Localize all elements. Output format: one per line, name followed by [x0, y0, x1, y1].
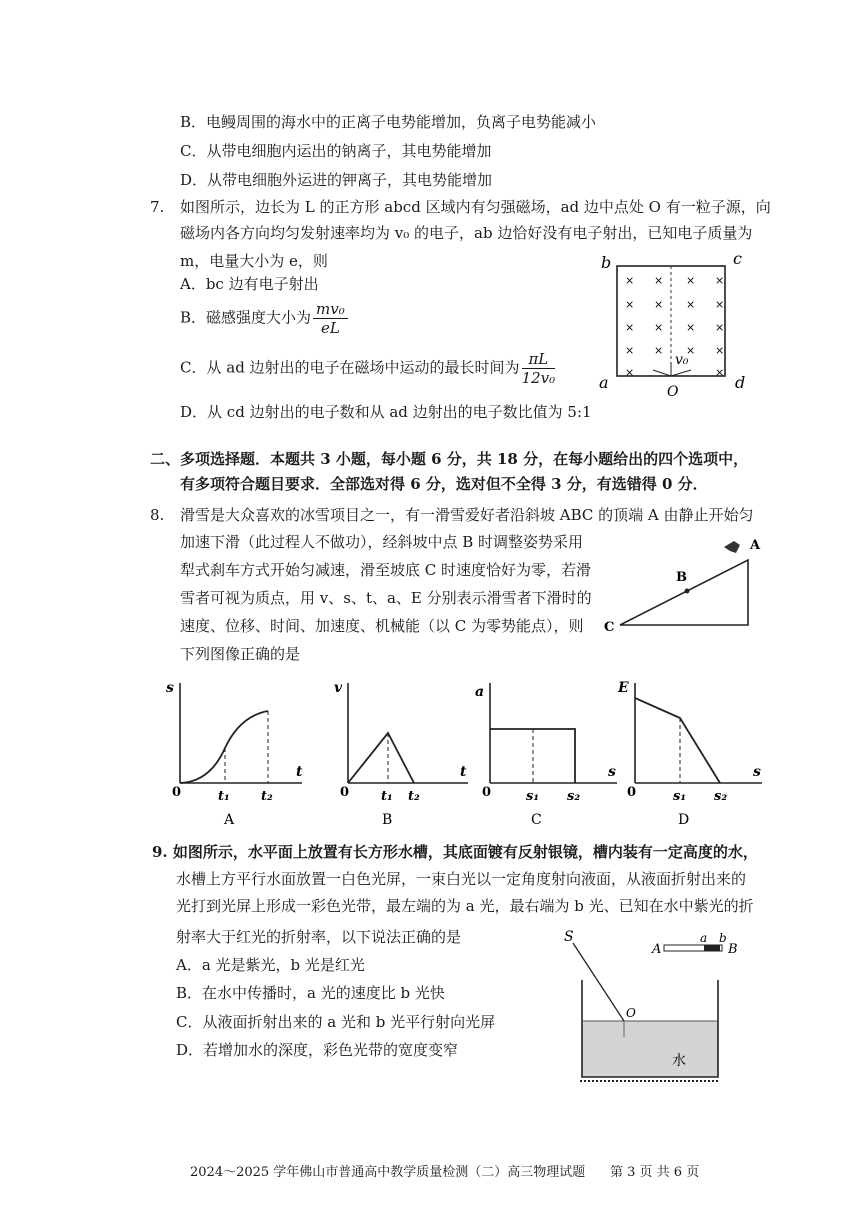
graph-a-curve: [180, 711, 268, 783]
field-mark-x: ×: [715, 321, 725, 334]
graph-d-origin: 0: [627, 785, 637, 800]
fig-label-s: S: [564, 929, 574, 945]
label-c: c: [733, 249, 742, 268]
graph-d-s2: s₂: [714, 789, 728, 804]
incident-ray: [573, 943, 624, 1021]
field-mark-x: ×: [625, 321, 635, 334]
section2-line2: 有多项符合题目要求．全部选对得 6 分，选对但不全得 3 分，有选错得 0 分．: [180, 475, 708, 493]
color-band: [704, 945, 720, 951]
graph-b-caption: B: [382, 812, 393, 828]
graph-a-caption: A: [224, 812, 235, 828]
graph-c-s2: s₂: [567, 789, 581, 804]
graph-c-y-label: a: [475, 684, 485, 700]
q9-line3: 光打到光屏上形成一彩色光带，最左端的为 a 光，最右端为 b 光、已知在水中紫光的折: [176, 897, 754, 915]
field-mark-x: ×: [686, 274, 696, 287]
q7-stem-line3: m，电量大小为 e，则: [180, 252, 328, 270]
field-mark-x: ×: [654, 321, 664, 334]
section2-line1: 二、多项选择题．本题共 3 小题，每小题 6 分，共 18 分，在每小题给出的四个选项中，: [150, 450, 749, 468]
fig-label-band-a: a: [700, 931, 708, 945]
label-b: b: [601, 253, 612, 272]
q9-option-c: C．从液面折射出来的 a 光和 b 光平行射向光屏: [176, 1013, 496, 1031]
field-mark-x: ×: [715, 366, 725, 379]
q7-option-a: A．bc 边有电子射出: [180, 275, 319, 293]
q8-line1: 滑雪是大众喜欢的冰雪项目之一，有一滑雪爱好者沿斜坡 ABC 的顶端 A 由静止开始匀: [180, 506, 754, 524]
water-body: [582, 1021, 718, 1077]
graph-b-origin: 0: [340, 785, 350, 800]
q7-number: 7.: [150, 198, 165, 216]
graph-c-s1: s₁: [526, 789, 540, 804]
q9-line2: 水槽上方平行水面放置一白色光屏，一束白光以一定角度射向液面，从液面折射出来的: [176, 870, 747, 888]
midpoint-b: [685, 589, 690, 594]
q7-option-c: [180, 350, 555, 387]
graph-a-origin: 0: [172, 785, 182, 800]
graph-d-s1: s₁: [673, 789, 687, 804]
field-mark-x: ×: [686, 298, 696, 311]
q8-line6: 下列图像正确的是: [180, 645, 301, 663]
graph-d-x-label: s: [753, 764, 761, 780]
field-mark-x: ×: [686, 344, 696, 357]
field-mark-x: ×: [654, 344, 664, 357]
field-mark-x: ×: [686, 321, 696, 334]
field-mark-x: ×: [625, 366, 635, 379]
fig-label-screen-b: B: [728, 942, 738, 957]
graph-b-x-label: t: [460, 764, 467, 780]
q8-line4: 雪者可视为质点，用 v、s、t、a、E 分别表示滑雪者下滑时的: [180, 589, 592, 607]
q7-option-d: D．从 cd 边射出的电子数和从 ad 边射出的电子数比值为 5:1: [180, 403, 592, 421]
q8-line5: 速度、位移、时间、加速度、机械能（以 C 为零势能点），则: [180, 617, 584, 635]
q9-option-a: A．a 光是紫光，b 光是红光: [176, 956, 365, 974]
footer-title: 2024～2025 学年佛山市普通高中教学质量检测（二）高三物理试题: [190, 1165, 586, 1180]
graph-d-line: [635, 698, 720, 783]
fig-label-screen-a: A: [652, 942, 662, 957]
graph-b-y-label: v: [334, 680, 343, 696]
q7-option-c-prefix: C．从 ad 边射出的电子在磁场中运动的最长时间为: [180, 358, 520, 377]
velocity-arrow-right: [671, 370, 691, 376]
graph-c: [475, 678, 625, 828]
graph-a-x-label: t: [296, 764, 303, 780]
q9-tank-figure: [560, 925, 750, 1090]
graph-c-origin: 0: [482, 785, 492, 800]
graph-b: [328, 678, 478, 828]
q7-option-b-fraction: [313, 300, 348, 337]
q7-option-b-den: eL: [320, 319, 340, 337]
field-mark-x: ×: [625, 344, 635, 357]
fig-label-o: O: [626, 1006, 636, 1020]
label-v0: v₀: [675, 352, 689, 368]
q7-option-b-num: mv₀: [313, 300, 348, 319]
graph-a: [160, 678, 310, 828]
fig-label-band-b: b: [719, 931, 727, 945]
q6-option-b: B．电鳗周围的海水中的正离子电势能增加，负离子电势能减小: [180, 113, 597, 131]
graph-b-t1: t₁: [381, 789, 393, 804]
slope-label-b: B: [676, 570, 687, 585]
label-d: d: [735, 373, 746, 392]
q7-option-c-den: 12v₀: [521, 369, 556, 387]
q7-option-c-fraction: [522, 350, 556, 387]
field-mark-x: ×: [654, 298, 664, 311]
q9-option-d: D．若增加水的深度，彩色光带的宽度变窄: [176, 1041, 459, 1059]
graph-c-x-label: s: [608, 764, 616, 780]
q6-option-d: D．从带电细胞外运进的钾离子，其电势能增加: [180, 171, 493, 189]
label-a: a: [599, 373, 609, 392]
q7-field-figure: [595, 250, 755, 400]
q6-option-c: C．从带电细胞内运出的钠离子，其电势能增加: [180, 142, 492, 160]
label-o: O: [667, 384, 679, 400]
q9-line1: 9. 如图所示，水平面上放置有长方形水槽，其底面镀有反射银镜，槽内装有一定高度的水，: [152, 843, 758, 861]
q7-option-b-prefix: B．磁感强度大小为: [180, 308, 312, 327]
graph-a-t2: t₂: [261, 789, 273, 804]
q8-line3: 犁式刹车方式开始匀减速，滑至坡底 C 时速度恰好为零，若滑: [180, 561, 592, 579]
velocity-arrow-left: [653, 370, 671, 376]
graph-c-caption: C: [531, 812, 542, 828]
q9-line4: 射率大于红光的折射率，以下说法正确的是: [176, 928, 462, 946]
q8-number: 8.: [150, 506, 165, 524]
footer-page: 第 3 页 共 6 页: [610, 1165, 700, 1180]
slope-label-a: A: [750, 538, 761, 553]
graph-d: [618, 678, 768, 828]
graph-d-y-label: E: [618, 680, 629, 696]
field-mark-x: ×: [625, 274, 635, 287]
skier-icon: [724, 541, 740, 553]
field-mark-x: ×: [654, 274, 664, 287]
field-mark-x: ×: [715, 344, 725, 357]
q7-option-c-num: πL: [522, 350, 556, 369]
graph-b-curve: [348, 733, 414, 783]
field-mark-x: ×: [715, 274, 725, 287]
q7-stem-line1: 如图所示，边长为 L 的正方形 abcd 区域内有匀强磁场，ad 边中点处 O 有一粒子源，向: [180, 198, 771, 216]
graph-a-y-label: s: [166, 680, 174, 696]
q8-slope-figure: [600, 535, 770, 635]
graph-a-t1: t₁: [218, 789, 230, 804]
q8-line2: 加速下滑（此过程人不做功），经斜坡中点 B 时调整姿势采用: [180, 533, 584, 551]
field-mark-x: ×: [625, 298, 635, 311]
fig-label-water: 水: [672, 1053, 686, 1069]
field-mark-x: ×: [715, 298, 725, 311]
slope-label-c: C: [604, 620, 615, 635]
q7-option-b: [180, 300, 348, 337]
graph-b-t2: t₂: [408, 789, 420, 804]
graph-d-caption: D: [678, 812, 690, 828]
q9-option-b: B．在水中传播时，a 光的速度比 b 光快: [176, 984, 445, 1002]
q7-stem-line2: 磁场内各方向均匀发射速率均为 v₀ 的电子，ab 边恰好没有电子射出，已知电子质量为: [180, 224, 753, 242]
